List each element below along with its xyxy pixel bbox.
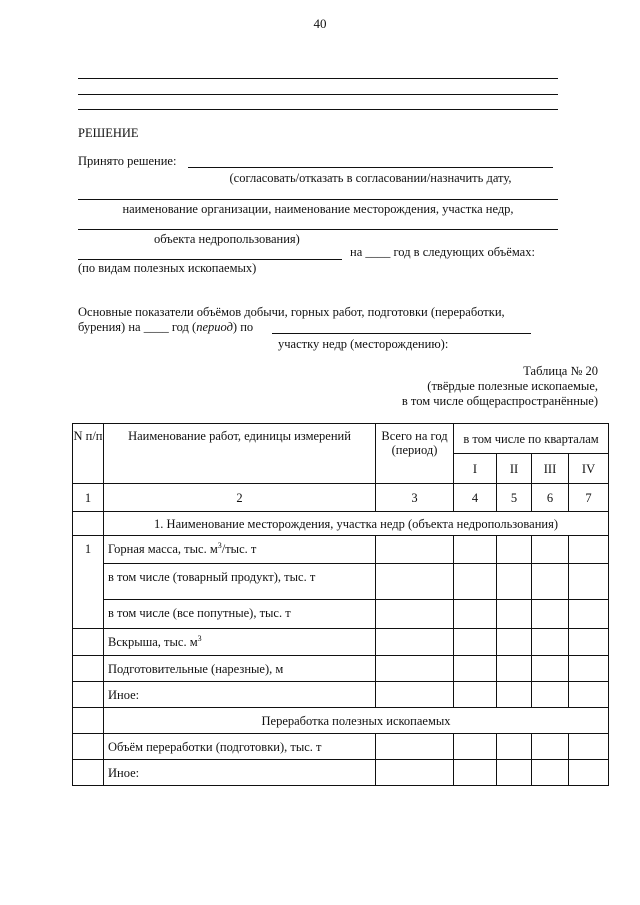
row-label: Вскрыша, тыс. $м^3$ [104, 629, 376, 656]
table-subtitle-2: в том числе общераспространённые) [401, 394, 598, 408]
decision-heading: РЕШЕНИЕ [78, 126, 139, 140]
decision-hint-4: (по видам полезных ископаемых) [78, 261, 257, 275]
header-name: Наименование работ, единицы измерений [104, 424, 376, 484]
header-quarter: II [497, 454, 532, 484]
empty-cell [73, 734, 104, 760]
column-number: 6 [532, 484, 569, 512]
column-number: 2 [104, 484, 376, 512]
column-number: 7 [569, 484, 609, 512]
row-label: Иное: [104, 682, 376, 708]
decision-hint-2: наименование организации, наименование месторождения, участка недр, [122, 202, 514, 216]
header-quarter: IV [569, 454, 609, 484]
header-total: Всего на год (период) [376, 424, 454, 484]
table-row [73, 734, 609, 760]
indicators-line-2b: ) по [232, 320, 254, 334]
empty-cell [73, 629, 104, 656]
empty-cell [73, 708, 104, 734]
decision-prompt: Принято решение: [78, 154, 177, 168]
table-row [73, 656, 609, 682]
indicators-line-1: Основные показатели объёмов добычи, горных работ, подготовки (переработки, [78, 305, 505, 319]
row-label: в том числе (все попутные), тыс. т [104, 600, 376, 629]
section-row [73, 708, 609, 734]
section-row [73, 512, 609, 536]
column-number: 3 [376, 484, 454, 512]
indicators-period: период [196, 320, 233, 334]
table-title: Таблица № 20 [523, 364, 598, 378]
volumes-table [72, 423, 609, 786]
page-number: 40 [313, 16, 327, 31]
table-row [73, 629, 609, 656]
table-row [73, 564, 609, 600]
row-label: Подготовительные (нарезные), м [104, 656, 376, 682]
decision-hint-3: объекта недропользования) [154, 232, 300, 246]
row-number: 1 [73, 536, 104, 629]
header-quarter: III [532, 454, 569, 484]
decision-hint-1: (согласовать/отказать в согласовании/назначить дату, [229, 171, 512, 185]
section-title: 1. Наименование месторождения, участка недр (объекта недропользования) [104, 512, 609, 536]
table-header-row [73, 424, 609, 454]
column-number: 4 [454, 484, 497, 512]
column-number-row [73, 484, 609, 512]
row-label: Иное: [104, 760, 376, 786]
column-number: 1 [73, 484, 104, 512]
decision-fill-line [188, 167, 553, 168]
decision-volumes-text: на ____ год в следующих объёмах: [350, 245, 535, 259]
table-row [73, 600, 609, 629]
row-label: в том числе (товарный продукт), тыс. т [104, 564, 376, 600]
blank-line [78, 94, 558, 95]
header-num: N п/п [73, 424, 104, 484]
empty-cell [73, 760, 104, 786]
row-label: Объём переработки (подготовки), тыс. т [104, 734, 376, 760]
empty-cell [73, 682, 104, 708]
indicators-line-2 [78, 320, 253, 335]
empty-cell [73, 512, 104, 536]
header-quarters: в том числе по кварталам [454, 424, 609, 454]
blank-line [78, 109, 558, 110]
table-row [73, 682, 609, 708]
blank-line [78, 78, 558, 79]
table-row [73, 760, 609, 786]
indicators-fill-line [272, 333, 531, 334]
column-number: 5 [497, 484, 532, 512]
table-row [73, 536, 609, 564]
section-title: Переработка полезных ископаемых [104, 708, 609, 734]
empty-cell [73, 656, 104, 682]
decision-fill-line [78, 229, 558, 230]
table-subtitle-1: (твёрдые полезные ископаемые, [427, 379, 598, 393]
decision-fill-line [78, 199, 558, 200]
indicators-line-2a: бурения) на ____ год ( [78, 320, 197, 334]
indicators-hint: участку недр (месторождению): [278, 337, 449, 351]
decision-fill-line [78, 259, 342, 260]
header-quarter: I [454, 454, 497, 484]
row-label: Горная масса, тыс. $м^3$/тыс. т [104, 536, 376, 564]
